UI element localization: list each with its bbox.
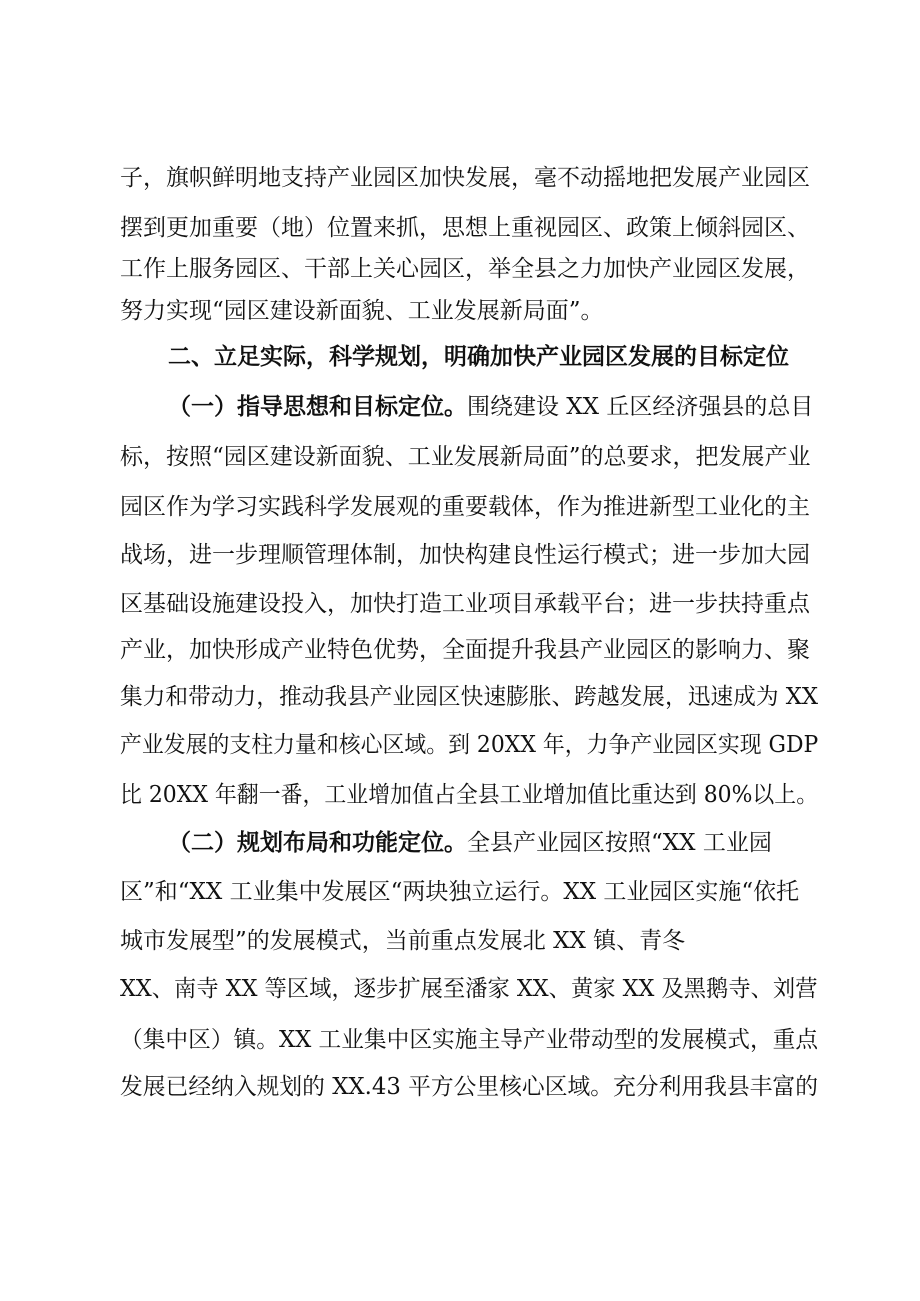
subsection-first-line [168, 392, 813, 422]
subsection-first-line [168, 828, 772, 858]
paragraph-line: 努力实现“园区建设新面貌、工业发展新局面”。 [120, 298, 604, 324]
subsection-title: （一）指导思想和目标定位。 [168, 394, 467, 420]
paragraph-line: 比 20XX 年翻一番，工业增加值占全县工业增加值比重达到 80%以上。 [120, 782, 819, 808]
paragraph-line: 集力和带动力，推动我县产业园区快速膨胀、跨越发展，迅速成为 XX [120, 684, 819, 710]
paragraph-line: 发展已经纳入规划的 XX.43 平方公里核心区域。充分利用我县丰富的 [120, 1074, 818, 1100]
paragraph-line: 产业，加快形成产业特色优势，全面提升我县产业园区的影响力、聚 [120, 637, 810, 663]
paragraph-line: 园区作为学习实践科学发展观的重要载体，作为推进新型工业化的主 [120, 494, 810, 520]
paragraph-line: 产业发展的支柱力量和核心区域。到 20XX 年，力争产业园区实现 GDP [120, 732, 819, 758]
paragraph-line: 区”和“XX 工业集中发展区“两块独立运行。XX 工业园区实施“依托 [120, 879, 800, 905]
subsection-title: （二）规划布局和功能定位。 [168, 830, 467, 856]
subsection-text: 全县产业园区按照“XX 工业园 [467, 830, 772, 856]
paragraph-line: XX、南寺 XX 等区域，逐步扩展至潘家 XX、黄家 XX 及黑鹅寺、刘营 [120, 976, 818, 1002]
paragraph-line: 标，按照“园区建设新面貌、工业发展新局面”的总要求，把发展产业 [120, 444, 811, 470]
section-heading: 二、立足实际，科学规划，明确加快产业园区发展的目标定位 [168, 344, 789, 370]
paragraph-line: 摆到更加重要（地）位置来抓，思想上重视园区、政策上倾斜园区、 [120, 215, 810, 241]
paragraph-line: 子，旗帜鲜明地支持产业园区加快发展，毫不动摇地把发展产业园区 [120, 165, 810, 191]
paragraph-line: 工作上服务园区、干部上关心园区，举全县之力加快产业园区发展， [120, 256, 810, 282]
subsection-text: 围绕建设 XX 丘区经济强县的总目 [467, 394, 814, 420]
paragraph-line: （集中区）镇。XX 工业集中区实施主导产业带动型的发展模式，重点 [120, 1027, 819, 1053]
paragraph-line: 战场，进一步理顺管理体制，加快构建良性运行模式；进一步加大园 [120, 542, 810, 568]
paragraph-line: 区基础设施建设投入，加快打造工业项目承载平台；进一步扶持重点 [120, 591, 810, 617]
paragraph-line: 城市发展型”的发展模式，当前重点发展北 XX 镇、青冬 [120, 928, 686, 954]
